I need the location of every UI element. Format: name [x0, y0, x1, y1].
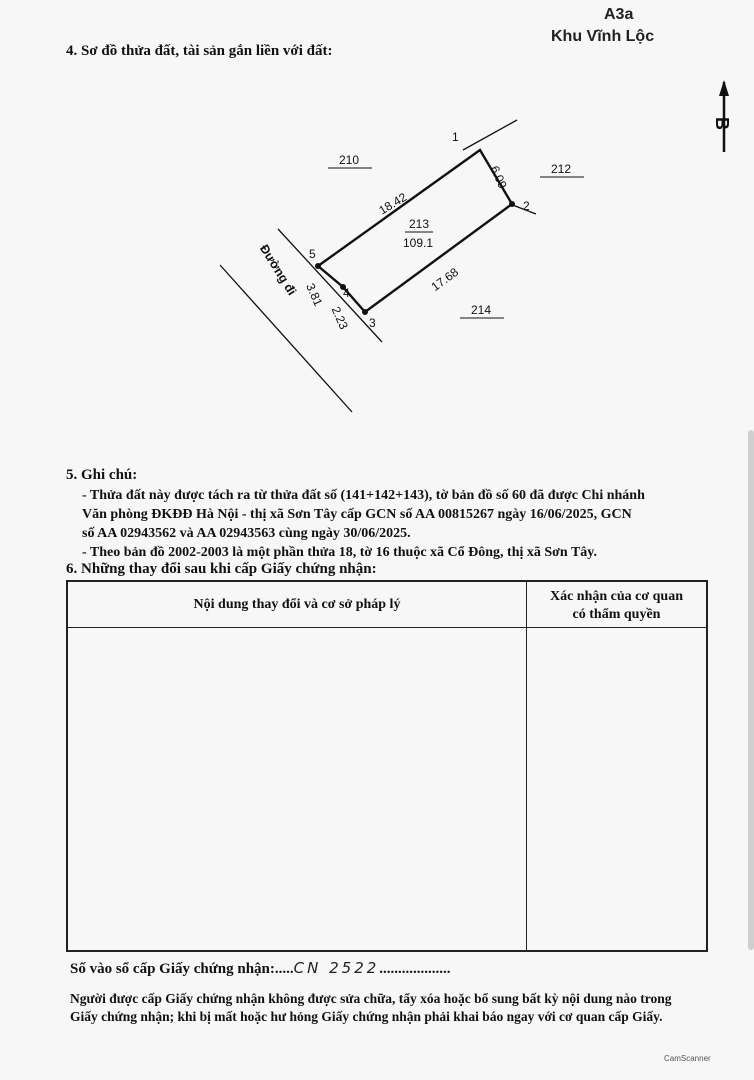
registry-line: Số vào sổ cấp Giấy chứng nhận:.....CN 2522...................	[70, 959, 451, 977]
vertex-3	[362, 309, 368, 315]
changes-table	[66, 580, 708, 952]
neighbor-212: 212	[551, 162, 572, 176]
boundary-ext-1	[463, 120, 517, 150]
col-header-confirmation: Xác nhận của cơ quan có thẩm quyền	[527, 581, 708, 627]
camscanner-watermark: CamScanner	[664, 1054, 711, 1063]
changes-confirmation-cell	[527, 627, 708, 951]
note-line-4: - Theo bản đồ 2002-2003 là một phần thửa 18, tờ 16 thuộc xã Cổ Đông, thị xã Sơn Tây.	[82, 545, 598, 560]
footer-line-1: Người được cấp Giấy chứng nhận không được sửa chữa, tẩy xóa hoặc bổ sung bất kỳ nội dung nào trong	[70, 991, 672, 1006]
point-5: 5	[309, 247, 316, 261]
point-1: 1	[452, 130, 459, 144]
edge-length-4-3: 2.23	[328, 304, 351, 332]
note-line-1: - Thửa đất này được tách ra từ thửa đất số (141+142+143), tờ bản đồ số 60 đã được Chi nhánh	[82, 488, 645, 503]
col-header-content: Nội dung thay đổi và cơ sở pháp lý	[67, 581, 527, 627]
neighbor-210: 210	[339, 153, 360, 167]
scrollbar[interactable]	[748, 430, 754, 950]
edge-length-5-4: 3.81	[303, 281, 326, 309]
point-4: 4	[343, 286, 350, 300]
neighbor-214: 214	[471, 303, 492, 317]
point-2: 2	[523, 199, 530, 213]
north-label: B	[712, 117, 732, 130]
corner-area: Khu Vĩnh Lộc	[551, 28, 655, 45]
footer-line-2: Giấy chứng nhận; khi bị mất hoặc hư hỏng Giấy chứng nhận phải khai báo ngay với cơ quan cấp Giấy.	[70, 1009, 663, 1024]
edge-length-2-3: 17.68	[428, 264, 462, 294]
north-arrow-icon	[719, 80, 729, 152]
registry-label: Số vào sổ cấp Giấy chứng nhận:	[70, 961, 275, 977]
edge-length-5-1: 18.42	[376, 189, 410, 218]
vertex-5	[315, 263, 321, 269]
registry-value: CN 2522	[293, 959, 380, 977]
note-line-2: Văn phòng ĐKĐĐ Hà Nội - thị xã Sơn Tây cấp GCN số AA 00815267 ngày 16/06/2025, GCN	[82, 507, 632, 522]
point-3: 3	[369, 316, 376, 330]
parcel-area: 109.1	[403, 236, 434, 250]
road-label: Đường đi	[256, 242, 299, 298]
edge-length-1-2: 6.09	[487, 163, 510, 191]
note-line-3: số AA 02943562 và AA 02943563 cùng ngày 30/06/2025.	[82, 526, 411, 541]
section6-title: 6. Những thay đổi sau khi cấp Giấy chứng nhận:	[66, 561, 377, 577]
changes-content-cell	[67, 627, 527, 951]
section4-title: 4. Sơ đồ thửa đất, tài sản gắn liền với đất:	[66, 43, 333, 59]
parcel-number: 213	[409, 217, 430, 231]
parcel-diagram	[0, 0, 754, 470]
section5-title: 5. Ghi chú:	[66, 467, 138, 483]
corner-code: A3a	[604, 6, 634, 23]
vertex-2	[509, 201, 515, 207]
